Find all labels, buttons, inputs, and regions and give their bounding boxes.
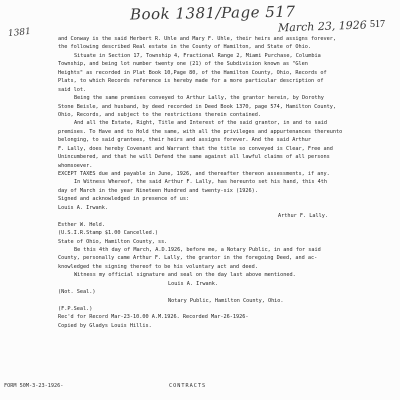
footer-category: CONTRACTS	[169, 383, 207, 389]
copied-by-note: Copied by Gladys Louis Hillis.	[58, 322, 152, 329]
notary-name: Louis A. Irwank.	[168, 280, 218, 287]
text-line: F. Lally, does hereby Covenant and Warrant that the title so conveyed is Clear, Free and	[58, 145, 333, 152]
text-line: and Conway is the said Herbert R. Uhle and Mary F. Uhle, their heirs and assigns forever,	[58, 36, 336, 42]
deed-text	[58, 35, 386, 330]
text-line: knowledged the signing thereof to be his voluntary act and deed.	[58, 263, 258, 270]
text-line: In Witness Whereof, the said Arthur F. Lally, has hereunto set his hand, this 4th	[74, 179, 327, 186]
seal-note: (F.P.Seal.)	[58, 306, 93, 312]
text-line: Ohio, Records, and subject to the restrictions therein contained.	[58, 111, 262, 118]
text-line: EXCEPT TAXES due and payable in June, 1926, and thereafter thereon assessments, if any.	[58, 171, 330, 177]
text-line: Heights" as recorded in Plat Book 10,Page 80, of the Hamilton County, Ohio, Records of	[58, 69, 327, 76]
text-line: Be this 4th day of March, A.D.1926, before me, a Notary Public, in and for said	[74, 246, 321, 253]
text-line: State of Ohio, Hamilton County, ss.	[58, 238, 168, 245]
text-line: the following described Real estate in the County of Hamilton, and State of Ohio.	[58, 44, 311, 51]
text-line: County, personally came Arthur F. Lally, the grantor in the foregoing Deed, and ac-	[58, 255, 318, 262]
text-line: Plats, to which Records reference is hereby made for a more particular description of	[58, 78, 324, 85]
text-line: belonging, to said grantees, their heirs and assigns forever. And the said Arthur	[58, 137, 311, 144]
text-line: Signed and acknowledged in presence of us:	[58, 196, 190, 203]
record-note: Rec'd for Record Mar-23-10.00 A.M.1926. Recorded Mar-26-1926-	[58, 314, 249, 321]
seal-note: (Not. Seal.)	[58, 289, 96, 296]
witness-name: Esther W. Held.	[58, 221, 105, 228]
text-line: said lot.	[58, 86, 87, 93]
notary-title: Notary Public, Hamilton County, Ohio.	[168, 297, 284, 304]
form-number: FORM 50M-3-23-1926-	[4, 383, 64, 389]
text-line: Stone Beisle, and husband, by deed recorded in Deed Book 1370, page 574, Hamilton County,	[58, 103, 336, 110]
text-line: Township, and being lot number twenty one (21) of the Subdivision known as "Glen	[58, 61, 308, 68]
book-page-annotation: Book 1381/Page 517	[129, 2, 296, 24]
text-line: whomsoever.	[58, 162, 93, 169]
margin-annotation: 1381	[7, 26, 32, 40]
text-line: Situate in Section 17, Township 4, Fractional Range 2, Miami Purchase, Columbia	[74, 52, 321, 59]
signature-name: Arthur F. Lally.	[278, 213, 328, 220]
text-line: And all the Estate, Right, Title and Interest of the said grantor, in and to said	[74, 120, 327, 127]
text-line: Unincumbered, and that he will Defend the same against all lawful claims of all persons	[58, 154, 330, 161]
witness-name: Louis A. Irwank.	[58, 204, 108, 211]
date-annotation: March 23, 1926	[277, 18, 368, 35]
text-line: Being the same premises conveyed to Arthur Lally, the grantor herein, by Dorothy	[74, 95, 324, 102]
stamp-note: (U.S.I.R.Stamp $1.00 Cancelled.)	[58, 230, 158, 237]
text-line: Witness my official signature and seal on the day last above mentioned.	[74, 272, 296, 279]
page-number: 517	[370, 19, 385, 30]
text-line: day of March in the year Nineteen Hundred and twenty-six (1926).	[58, 187, 258, 194]
text-line: premises. To Have and to Hold the same, with all the privileges and appurtenances thereunto	[58, 128, 343, 135]
